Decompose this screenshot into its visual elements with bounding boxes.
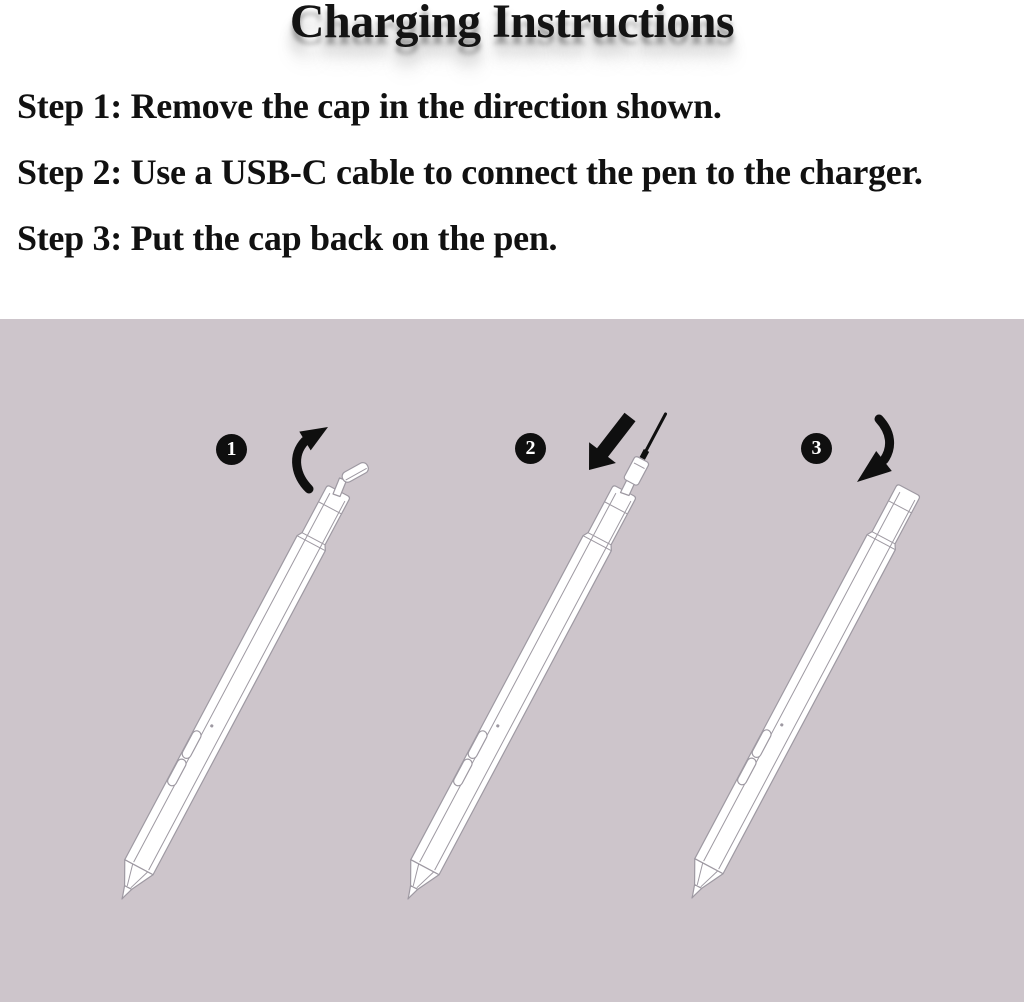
illustration-panel [0, 319, 1024, 1002]
pen-cap-illustration [333, 461, 370, 497]
step-2-text: Step 2: Use a USB-C cable to connect the pen to the charger. [17, 152, 923, 192]
step-3-badge: 3 [801, 433, 832, 464]
stylus-pen-step-3 [678, 483, 923, 906]
step-1-badge: 1 [216, 434, 247, 465]
curved-arrow-up-icon [297, 427, 328, 489]
stylus-pen-step-1 [108, 484, 353, 907]
straight-arrow-down-icon [589, 413, 636, 470]
curved-arrow-down-icon [857, 419, 892, 482]
page-title: Charging Instructions [289, 0, 735, 48]
pens-diagram [0, 319, 1024, 1002]
header-section [0, 0, 1024, 319]
step-2-badge: 2 [515, 433, 546, 464]
step-1-text: Step 1: Remove the cap in the direction shown. [17, 86, 722, 126]
step-3-text: Step 3: Put the cap back on the pen. [17, 218, 558, 258]
stylus-pen-step-2 [394, 484, 639, 907]
